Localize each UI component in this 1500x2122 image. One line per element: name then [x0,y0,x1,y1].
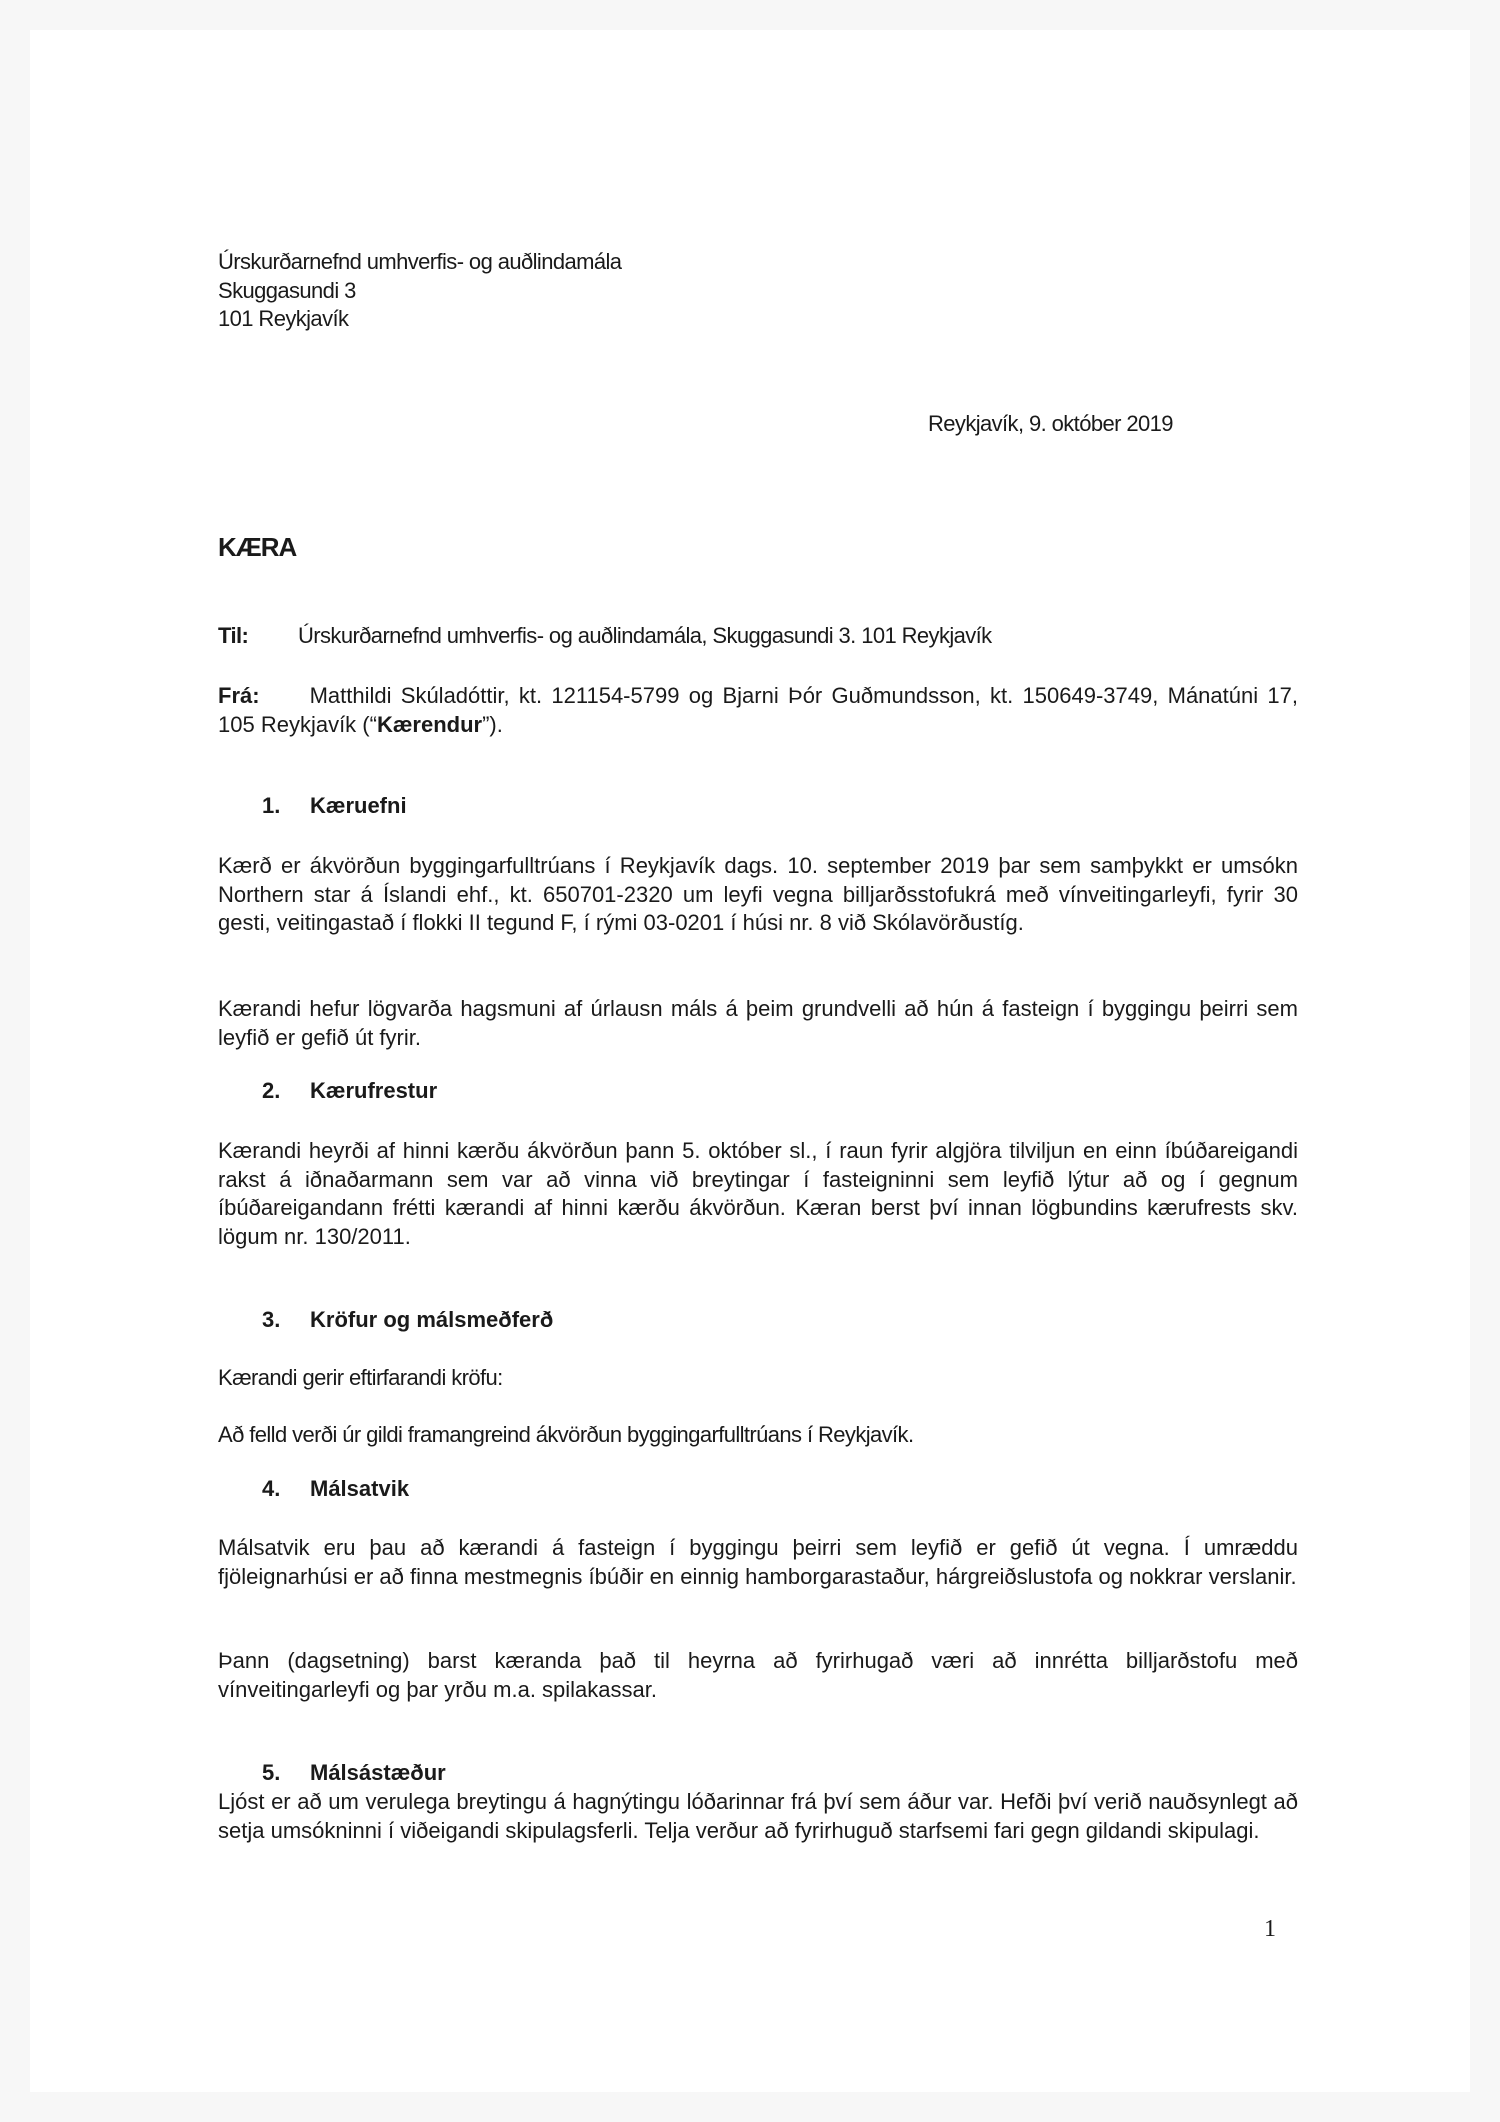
recipient-name: Úrskurðarnefnd umhverfis- og auðlindamála [218,249,622,274]
to-label: Til: [218,623,249,648]
paragraph: Að felld verði úr gildi framangreind ákvörðun byggingarfulltrúans í Reykjavík. [218,1422,914,1447]
from-block [218,682,1298,739]
recipient-city: 101 Reykjavík [218,306,349,331]
section-title: Kærufrestur [310,1078,438,1103]
section-title: Málsatvik [310,1476,410,1501]
section-number: 1. [262,793,281,818]
from-value: Matthildi Skúladóttir, kt. 121154-5799 og Bjarni Þór Guðmundsson, kt. 150649-3749, Mánatúni 17, 105 Reykjavík (“ [218,683,1298,737]
document-title: KÆRA [218,532,297,562]
section-number: 5. [262,1760,281,1785]
recipient-street: Skuggasundi 3 [218,278,356,303]
paragraph: Þann (dagsetning) barst kæranda það til heyrna að fyrirhugað væri að innrétta billjarðstofu með vínveitingarleyfi og þar yrðu m.a. spilakassar. [218,1648,1298,1702]
document-page [30,30,1470,2092]
section-title: Kæruefni [310,793,407,818]
from-label: Frá: [218,683,260,708]
paragraph: Málsatvik eru þau að kærandi á fasteign í byggingu þeirri sem leyfið er gefið út vegna. Í umræddu fjöleignarhúsi er að finna mestmegnis íbúðir en einnig hamborgarastaður, hárgreiðslustofa og nokkrar verslanir. [218,1535,1298,1589]
paragraph: Kærð er ákvörðun byggingarfulltrúans í Reykjavík dags. 10. september 2019 þar sem samþykkt er umsókn Northern star á Íslandi ehf., kt. 650701-2320 um leyfi vegna billjarðsstofukrá með vínveitingarleyfi, fyrir 30 gesti, veitingastað í flokki II tegund F, í rými 03-0201 í húsi nr. 8 við Skólavörðustíg. [218,853,1298,935]
from-value-bold: Kærendur [376,711,483,737]
paragraph: Ljóst er að um verulega breytingu á hagnýtingu lóðarinnar frá því sem áður var. Hefði því verið nauðsynlegt að setja umsókninni í viðeigandi skipulagsferli. Telja verður að fyrirhuguð starfsemi fari gegn gildandi skipulagi. [218,1789,1298,1843]
section-number: 2. [262,1078,281,1103]
page-number: 1 [1264,1916,1276,1942]
from-value-end: ”). [482,711,503,737]
paragraph: Kærandi gerir eftirfarandi kröfu: [218,1365,503,1390]
to-value: Úrskurðarnefnd umhverfis- og auðlindamála, Skuggasundi 3. 101 Reykjavík [298,623,992,648]
letter-date: Reykjavík, 9. október 2019 [928,411,1173,436]
paragraph: Kærandi heyrði af hinni kærðu ákvörðun þann 5. október sl., í raun fyrir algjöra tilviljun en einn íbúðareigandi rakst á iðnaðarmann sem var að vinna við breytingar í fasteigninni sem leyfið lýtur að og í gegnum íbúðareigandann frétti kærandi af hinni kærðu ákvörðun. Kæran berst því innan lögbundins kærufrests skv. lögum nr. 130/2011. [218,1138,1298,1249]
section-number: 3. [262,1307,281,1332]
section-number: 4. [262,1476,281,1501]
section-title: Kröfur og málsmeðferð [310,1307,554,1332]
section-title: Málsástæður [310,1760,446,1785]
paragraph: Kærandi hefur lögvarða hagsmuni af úrlausn máls á þeim grundvelli að hún á fasteign í byggingu þeirri sem leyfið er gefið út fyrir. [218,996,1298,1050]
